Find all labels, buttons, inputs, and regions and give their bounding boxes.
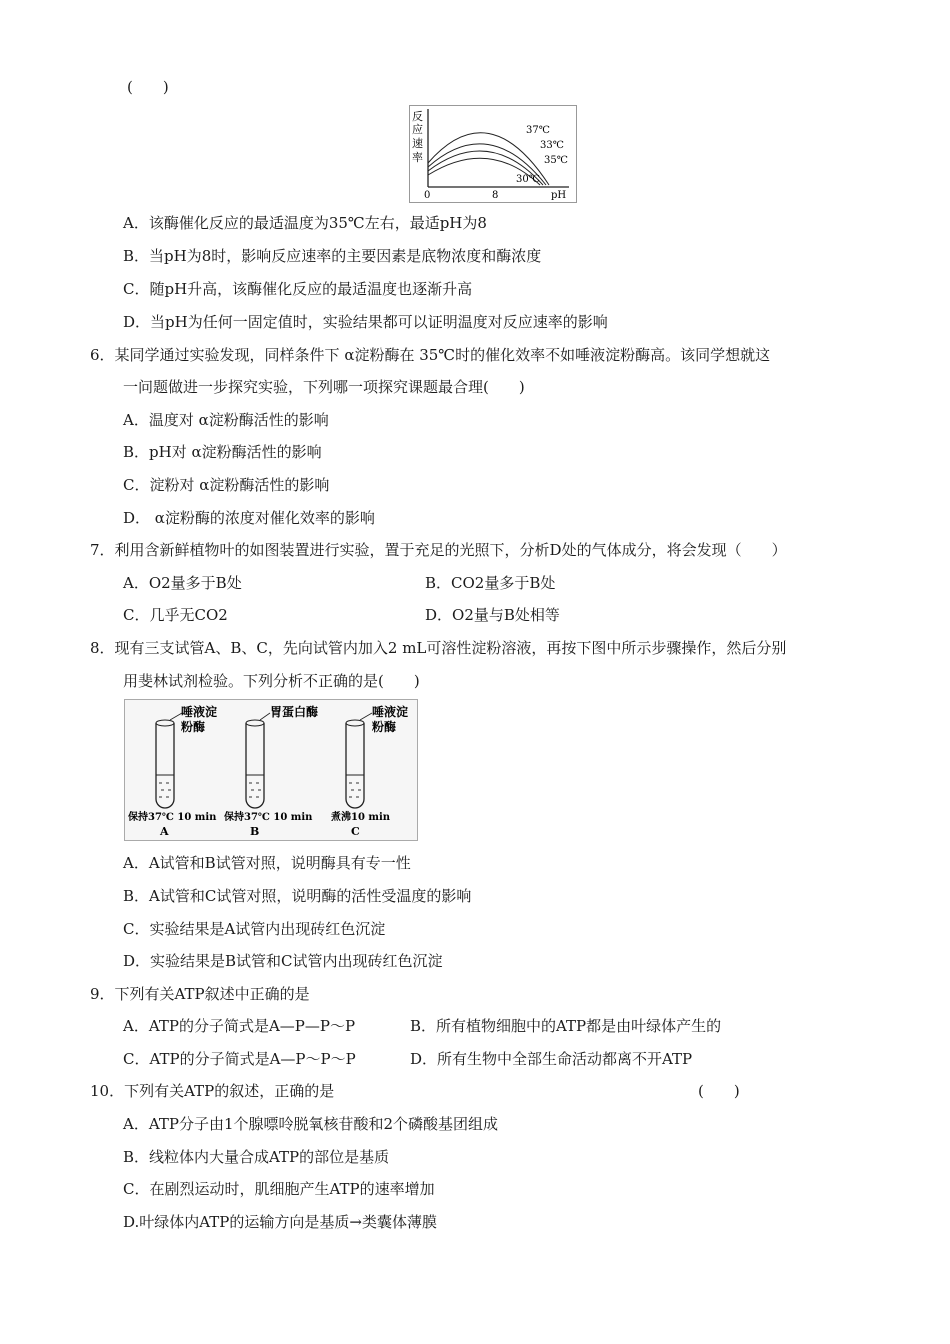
- ylabel-char-4: 率: [412, 151, 423, 164]
- q8-figure-svg: [124, 699, 418, 841]
- x-axis-label: pH: [551, 190, 567, 201]
- q7-option-b: B．CO2量多于B处: [425, 574, 556, 592]
- q9-option-d: D．所有生物中全部生命活动都离不开ATP: [410, 1050, 693, 1068]
- tube-c-letter: C: [351, 825, 360, 838]
- q8-option-c: C．实验结果是A试管内出现砖红色沉淀: [123, 920, 386, 938]
- q10-answer-blank: ( ): [698, 1082, 740, 1100]
- ylabel-char-3: 速: [412, 137, 423, 150]
- graph-frame: [410, 106, 577, 203]
- q9-stem: 9．下列有关ATP叙述中正确的是: [90, 985, 310, 1003]
- q6-stem-line1: 6．某同学通过实验发现，同样条件下 α淀粉酶在 35℃时的催化效率不如唾液淀粉酶高。该同学想就这: [90, 346, 771, 364]
- q5-option-d: D．当pH为任何一固定值时，实验结果都可以证明温度对反应速率的影响: [123, 313, 608, 331]
- tube-b-condition: 保持37℃ 10 min: [224, 812, 313, 823]
- q10-option-b: B．线粒体内大量合成ATP的部位是基质: [123, 1148, 390, 1166]
- q7-stem: 7．利用含新鲜植物叶的如图装置进行实验，置于充足的光照下，分析D处的气体成分，将会发现（ ）: [90, 541, 787, 559]
- q7-option-c: C．几乎无CO2: [123, 606, 228, 624]
- q8-option-d: D．实验结果是B试管和C试管内出现砖红色沉淀: [123, 952, 443, 970]
- q9-option-a: A．ATP的分子简式是A—P—P～P: [123, 1017, 356, 1035]
- q5-answer-blank: ( ): [127, 78, 169, 96]
- q6-stem-line2: 一问题做进一步探究实验，下列哪一项探究课题最合理( ): [123, 378, 525, 396]
- tube-a-condition: 保持37℃ 10 min: [128, 812, 217, 823]
- q8-stem-line1: 8．现有三支试管A、B、C，先向试管内加入2 mL可溶性淀粉溶液，再按下图中所示步骤操作，然后分别: [90, 639, 787, 657]
- q6-option-a: A．温度对 α淀粉酶活性的影响: [123, 411, 329, 429]
- q9-option-b: B．所有植物细胞中的ATP都是由叶绿体产生的: [410, 1017, 722, 1035]
- q10-stem: 10．下列有关ATP的叙述，正确的是: [90, 1082, 335, 1100]
- curve-label-33c: 33℃: [540, 140, 564, 151]
- q9-option-c: C．ATP的分子简式是A—P～P～P: [123, 1050, 356, 1068]
- q10-option-c: C．在剧烈运动时，肌细胞产生ATP的速率增加: [123, 1180, 435, 1198]
- tube-c-reagent-line1: 唾液淀: [372, 705, 409, 719]
- q6-option-d: D． α淀粉酶的浓度对催化效率的影响: [123, 509, 375, 527]
- q5-option-a: A．该酶催化反应的最适温度为35℃左右，最适pH为8: [123, 214, 487, 232]
- q5-option-c: C．随pH升高，该酶催化反应的最适温度也逐渐升高: [123, 280, 473, 298]
- x-tick-8: 8: [492, 190, 499, 201]
- curve-label-35c: 35℃: [544, 155, 568, 166]
- q5-option-b: B．当pH为8时，影响反应速率的主要因素是底物浓度和酶浓度: [123, 247, 542, 265]
- q8-test-tube-figure: [124, 699, 418, 841]
- ylabel-char-2: 应: [412, 123, 423, 136]
- q5-graph-svg: [409, 105, 577, 203]
- q8-option-b: B．A试管和C试管对照，说明酶的活性受温度的影响: [123, 887, 472, 905]
- q7-option-d: D．O2量与B处相等: [425, 606, 560, 624]
- tube-c-reagent-line2: 粉酶: [372, 720, 397, 734]
- tube-a-reagent-line2: 粉酶: [181, 720, 206, 734]
- q5-rate-ph-graph: [409, 105, 577, 203]
- q8-option-a: A．A试管和B试管对照，说明酶具有专一性: [123, 854, 411, 872]
- q7-option-a: A．O2量多于B处: [123, 574, 242, 592]
- q10-option-d: D.叶绿体内ATP的运输方向是基质→类囊体薄膜: [123, 1213, 437, 1231]
- tube-b-reagent: 胃蛋白酶: [270, 705, 319, 719]
- curve-label-30c: 30℃: [516, 174, 540, 185]
- q6-option-c: C．淀粉对 α淀粉酶活性的影响: [123, 476, 330, 494]
- ylabel-char-1: 反: [412, 110, 423, 123]
- q10-option-a: A．ATP分子由1个腺嘌呤脱氧核苷酸和2个磷酸基团组成: [123, 1115, 499, 1133]
- curve-label-37c: 37℃: [526, 125, 550, 136]
- x-origin-label: 0: [424, 190, 431, 201]
- tube-a-letter: A: [160, 825, 169, 838]
- q8-stem-line2: 用斐林试剂检验。下列分析不正确的是( ): [123, 672, 420, 690]
- tube-a-reagent-line1: 唾液淀: [181, 705, 218, 719]
- tube-c-condition: 煮沸10 min: [331, 812, 391, 823]
- q6-option-b: B．pH对 α淀粉酶活性的影响: [123, 443, 322, 461]
- tube-b-letter: B: [250, 825, 260, 838]
